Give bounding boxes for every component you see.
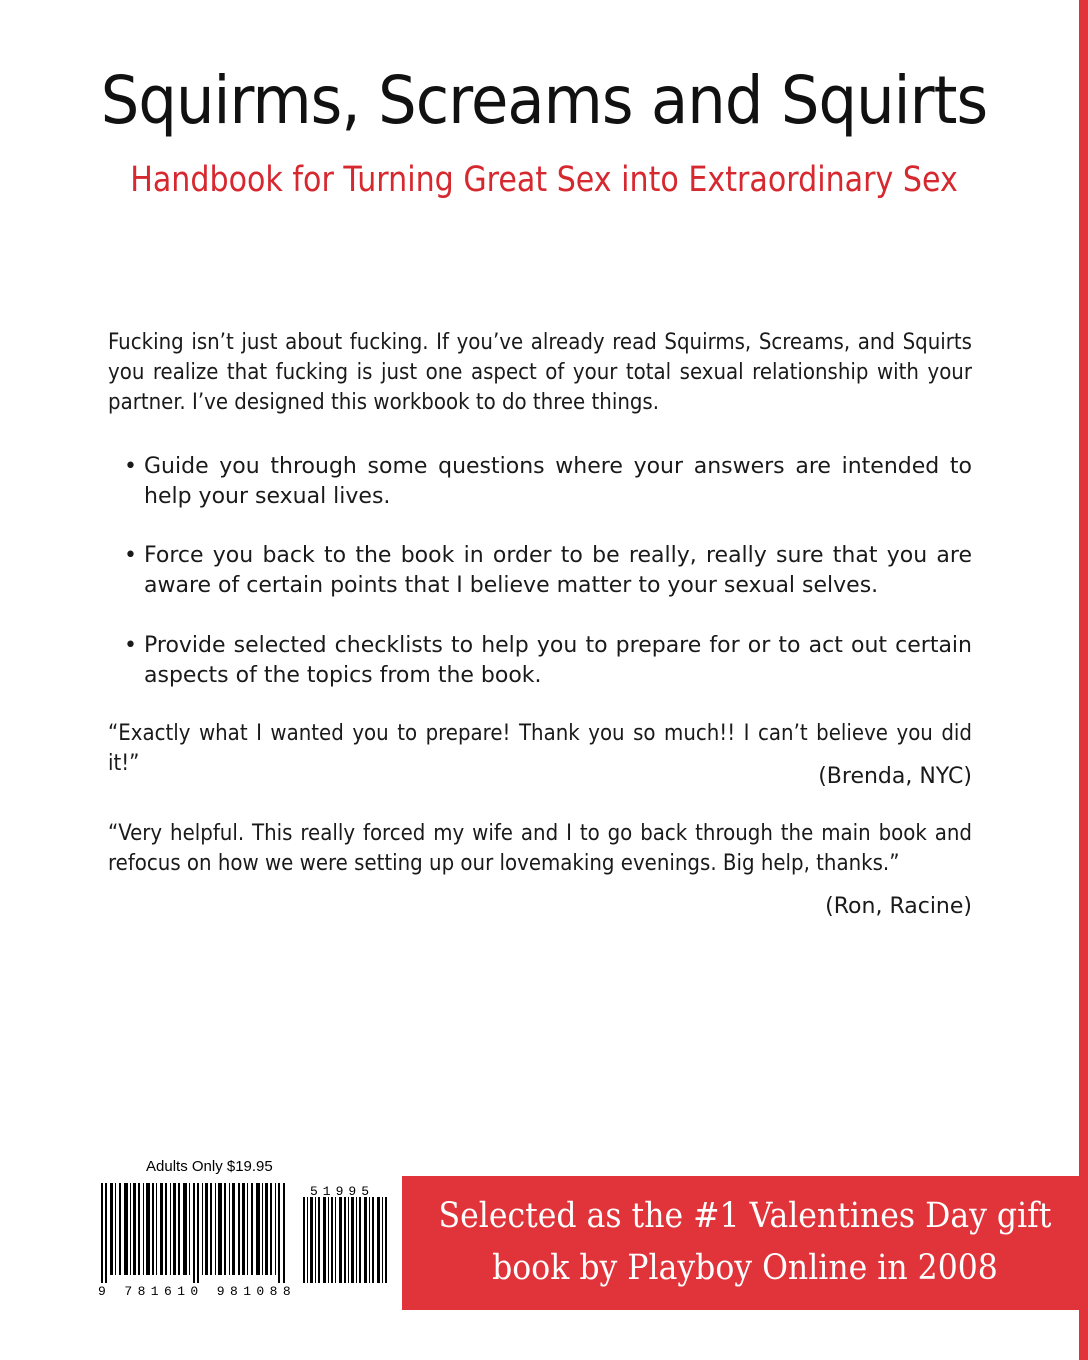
intro-paragraph: Fucking isn’t just about fucking. If you’ve already read Squirms, Screams, and Squirts you realize that fucking is just one aspect of your total sexual relationship with your partner. I’ve designed this workbook to do three things. xyxy=(108,330,972,415)
testimonial-quote: “Exactly what I wanted you to prepare! Thank you so much!! I can’t believe you did it!” xyxy=(108,721,972,776)
bullet-text: Force you back to the book in order to be really, really sure that you are aware of certain points that I believe matter to your sexual selves. xyxy=(144,543,972,598)
testimonial-attribution: (Ron, Racine) xyxy=(825,894,972,919)
promo-banner xyxy=(402,1176,1088,1310)
bullet-text: Provide selected checklists to help you to prepare for or to act out certain aspects of the topics from the book. xyxy=(144,633,972,688)
book-subtitle: Handbook for Turning Great Sex into Extraordinary Sex xyxy=(130,160,958,200)
bullet-icon: • xyxy=(124,633,137,658)
testimonial-quote: “Very helpful. This really forced my wife and I to go back through the main book and refocus on how we were setting up our lovemaking evenings. Big help, thanks.” xyxy=(108,821,972,876)
bullet-icon: • xyxy=(124,543,137,568)
red-edge-stripe xyxy=(1079,0,1088,1360)
testimonial-attribution: (Brenda, NYC) xyxy=(818,764,972,789)
price-label: Adults Only $19.95 xyxy=(146,1158,273,1175)
book-title: Squirms, Screams and Squirts xyxy=(100,62,988,139)
bullet-text: Guide you through some questions where your answers are intended to help your sexual lives. xyxy=(144,454,972,509)
barcode-digits: 9 781610 981088 xyxy=(98,1284,297,1299)
bullet-icon: • xyxy=(124,454,137,479)
bullet-item xyxy=(124,541,972,601)
promo-line-2: book by Playboy Online in 2008 xyxy=(492,1248,998,1288)
bullet-item xyxy=(124,631,972,691)
promo-line-1: Selected as the #1 Valentines Day gift xyxy=(438,1196,1052,1236)
bullet-item xyxy=(124,452,972,512)
barcode-addon-digits: 51995 xyxy=(310,1184,375,1199)
